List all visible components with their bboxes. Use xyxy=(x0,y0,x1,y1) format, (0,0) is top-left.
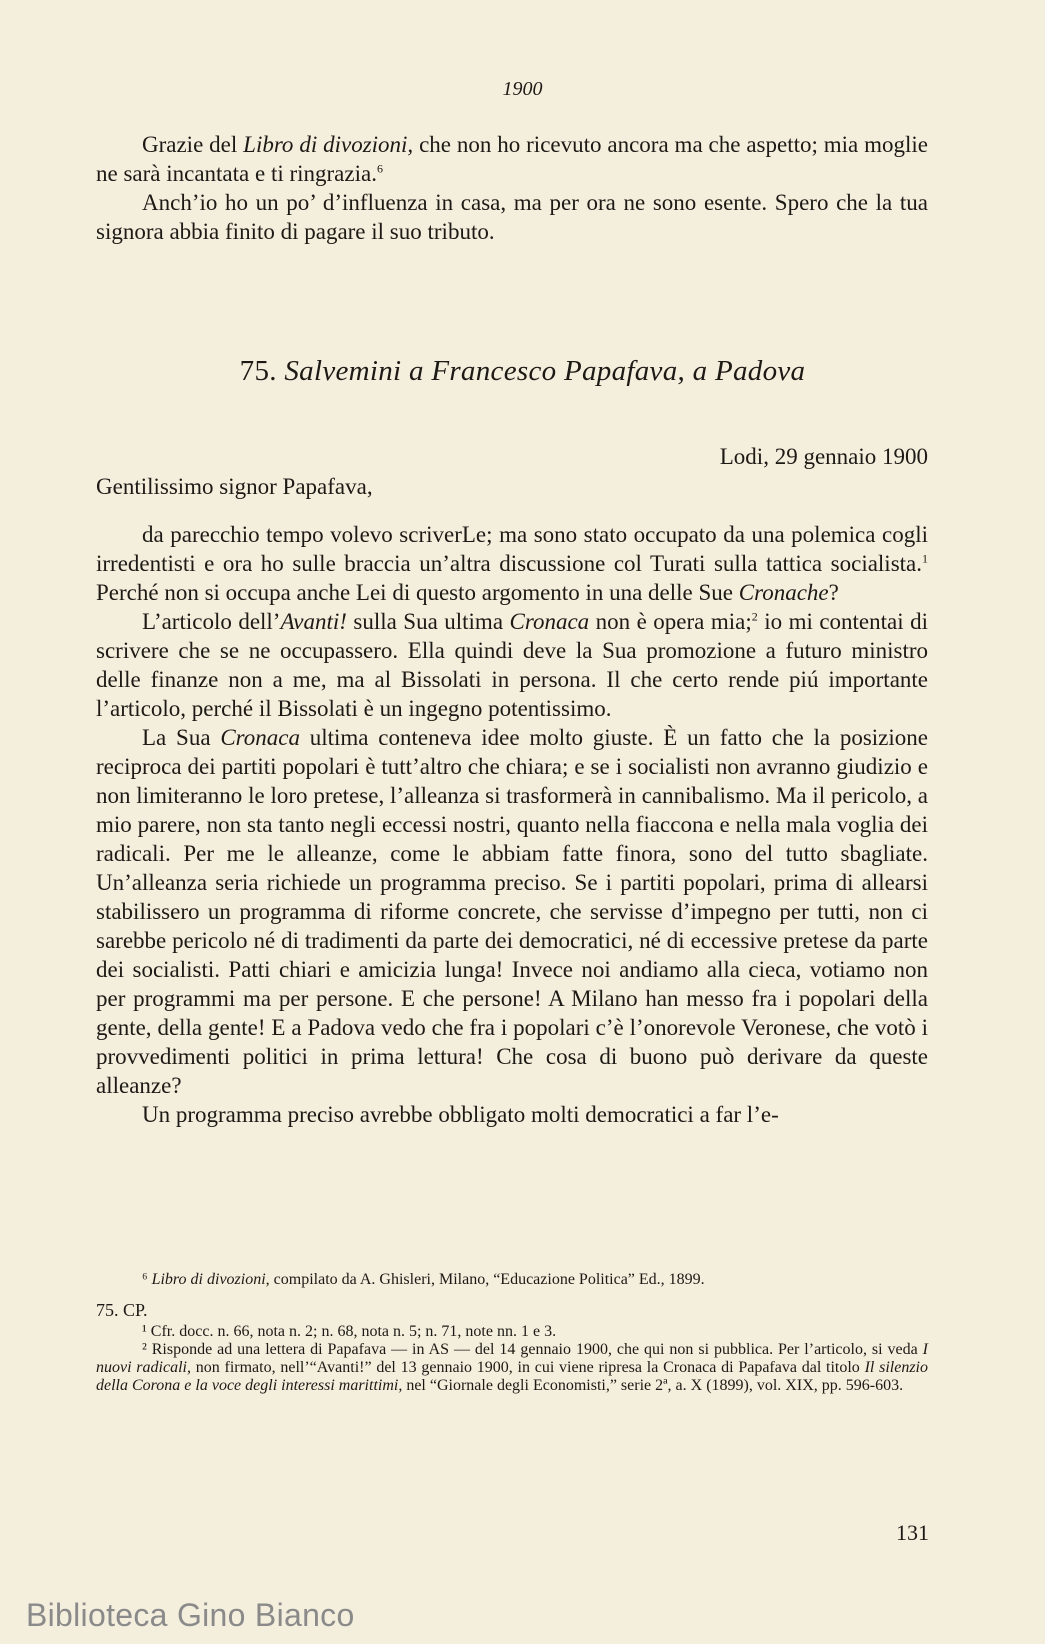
paragraph: da parecchio tempo volevo scriverLe; ma sono stato occupato da una polemica cogli irredentisti e ora ho sulle braccia un’altra discussione col Turati sulla tattica socialista.$^1$ Perché non si occupa anche Lei di questo argomento in una delle Sue Cronache? xyxy=(96,522,928,605)
paragraph: Un programma preciso avrebbe obbligato molti democratici a far l’e- xyxy=(142,1102,779,1127)
letter-heading xyxy=(0,355,1045,388)
footnotes xyxy=(96,1271,928,1395)
footnote-heading: 75. CP. xyxy=(96,1300,148,1320)
footnote: ² Risponde ad una lettera di Papafava — in AS — del 14 gennaio 1900, che qui non si pubblica. Per l’articolo, si veda I nuovi radicali, non firmato, nell’“Avanti!” del 13 gennaio 1900, in cui viene ripresa la Cronaca di Papafava dal titolo Il silenzio della Corona e la voce degli interessi marittimi, nel “Giornale degli Economisti,” serie 2ª, a. X (1899), vol. XIX, pp. 596-603. xyxy=(96,1341,929,1394)
paragraph: L’articolo dell’Avanti! sulla Sua ultima Cronaca non è opera mia;$^2$ io mi contentai di scrivere che se ne occupassero. Ella quindi deve la Sua promozione a futuro ministro delle finanze non a me, ma al Bissolati in persona. Il che certo rende piú importante l’articolo, perché il Bissolati è un ingegno potentissimo. xyxy=(96,609,928,721)
letter-number: 75. xyxy=(239,355,277,387)
dateline: Lodi, 29 gennaio 1900 xyxy=(719,444,928,469)
watermark: Biblioteca Gino Bianco xyxy=(26,1597,355,1633)
paragraph: La Sua Cronaca ultima conteneva idee molto giuste. È un fatto che la posizione reciproca dei partiti popolari è tutt’altro che chiara; e se i socialisti non avranno giudizio e non limiteranno le loro pretese, l’alleanza si trasformerà in cannibalismo. Ma il pericolo, a mio parere, non sta tanto negli eccessi nostri, quanto nella fiaccona e nella mala voglia dei radicali. Per me le alleanze, come le abbiam fatte finora, sono del tutto sbagliate. Un’alleanza seria richiede un programma preciso. Se i partiti popolari, prima di allearsi stabilissero un programma di riforme concrete, che servisse d’impegno per tutti, non ci sarebbe pericolo né di tradimenti da parte dei democratici, né di eccessive pretese da parte dei socialisti. Patti chiari e amicizia lunga! Invece noi andiamo alla cieca, votiamo non per programmi ma per persone. E che persone! A Milano han messo fra i popolari della gente, della gente! E a Padova vedo che fra i popolari c’è l’onorevole Veronese, che votò i provvedimenti politici in prima lettura! Che cosa di buono può derivare da queste alleanze? xyxy=(96,725,928,1098)
footnote-6: ⁶ Libro di divozioni, compilato da A. Ghisleri, Milano, “Educazione Politica” Ed., 1899. xyxy=(142,1271,705,1288)
previous-letter-ending xyxy=(96,130,928,246)
page-number: 131 xyxy=(896,1520,929,1545)
salutation: Gentilissimo signor Papafava, xyxy=(96,474,373,499)
paragraph: Anch’io ho un po’ d’influenza in casa, ma per ora ne sono esente. Spero che la tua signora abbia finito di pagare il suo tributo. xyxy=(96,190,928,244)
letter-title: Salvemini a Francesco Papafava, a Padova xyxy=(284,355,806,387)
running-head: 1900 xyxy=(502,78,543,100)
footnote: ¹ Cfr. docc. n. 66, nota n. 2; n. 68, nota n. 5; n. 71, note nn. 1 e 3. xyxy=(142,1323,557,1340)
letter-body xyxy=(96,520,928,1129)
paragraph: Grazie del Libro di divozioni, che non ho ricevuto ancora ma che aspetto; mia moglie ne sarà incantata e ti ringrazia.$^6$ xyxy=(96,132,929,186)
